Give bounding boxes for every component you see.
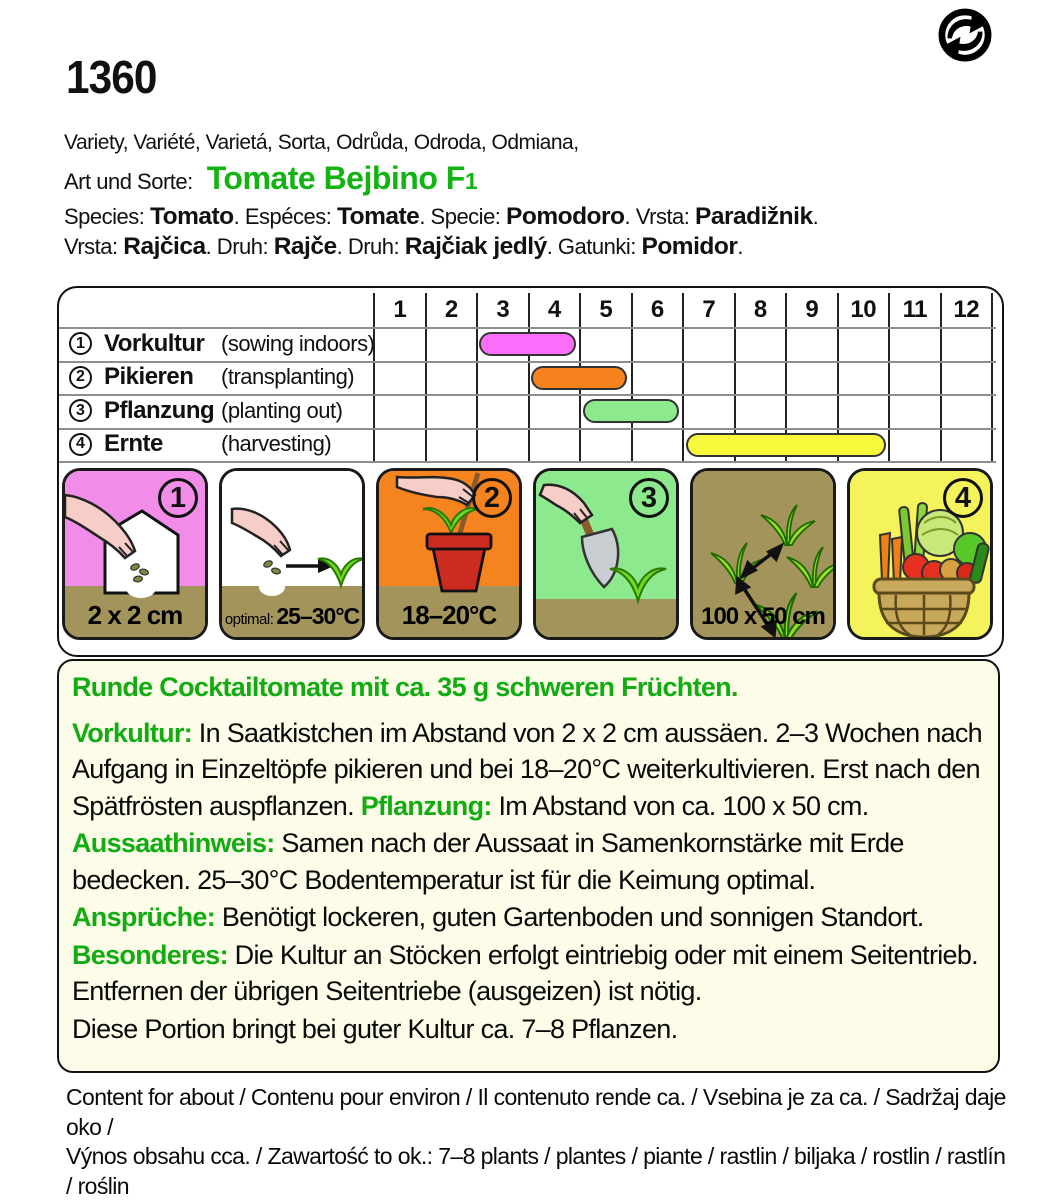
text-segment: . Druh: [336, 234, 405, 259]
footer-line-2: Výnos obsahu cca. / Zawartość to ok.: 7–8 plants / plantes / piante / rastlin / biljaka / rostlin / rastlín / roślin [66, 1143, 1006, 1199]
month-number: 9 [805, 296, 819, 323]
description-intro [72, 669, 985, 706]
panel-transplanting-pot [376, 468, 522, 640]
row-label-de: Ernte [104, 430, 163, 458]
calendar-row-ernte [69, 428, 332, 462]
month-number: 11 [902, 296, 927, 323]
text-segment: Die Kultur an Stöcken erfolgt eintriebig oder mit einem Seitentrieb. Entfernen der übrigen Seitentriebe (ausgeizen) ist nötig. [72, 939, 978, 1006]
panel-label: 100 x 50 cm [701, 603, 825, 630]
text-segment: . Espéces: [233, 204, 337, 229]
text-segment: Species: [64, 204, 150, 229]
gantt-bar-vorkultur [479, 332, 575, 356]
row-label-en: (harvesting) [221, 431, 332, 457]
panel-plant-spacing [690, 468, 836, 640]
calendar-row-pflanzung [69, 394, 343, 428]
variety-language-list: Variety, Variété, Varietá, Sorta, Odrůda, Odroda, Odmiana, [64, 131, 579, 154]
panel-label: 2 x 2 cm [87, 600, 183, 630]
culture-description-box [57, 659, 1000, 1073]
text-segment: Benötigt lockeren, guten Gartenboden und sonnigen Standort. [215, 902, 924, 932]
text-segment: Aussaathinweis: [72, 828, 275, 858]
month-number: 7 [702, 296, 716, 323]
variety-title-row [64, 160, 477, 197]
month-number: 6 [650, 296, 664, 323]
month-number: 5 [599, 296, 613, 323]
month-column [888, 293, 940, 461]
product-number: 1360 [66, 51, 157, 103]
month-number: 2 [444, 296, 458, 323]
text-segment: Vrsta: [64, 234, 124, 259]
month-number: 12 [953, 296, 980, 323]
month-column [476, 293, 528, 461]
content-footer [66, 1083, 1016, 1201]
footer-line-1: Content for about / Contenu pour environ / Il contenuto rende ca. / Vsebina je za ca. / Sadržaj daje oko / [66, 1084, 1006, 1140]
text-segment: . Druh: [205, 234, 274, 259]
species-line-2 [64, 233, 743, 261]
row-label-de: Pikieren [104, 363, 194, 391]
species-line-1 [64, 203, 818, 231]
month-column [631, 293, 683, 461]
month-grid [373, 293, 993, 461]
text-segment: . Vrsta: [624, 204, 696, 229]
row-label-en: (sowing indoors) [221, 330, 375, 356]
gantt-bar-ernte [686, 433, 886, 457]
month-number: 3 [496, 296, 510, 323]
text-segment: Ansprüche: [72, 902, 216, 932]
green-dot-recycle-icon [938, 8, 992, 62]
panel-planting-out [533, 468, 679, 640]
calendar-row-vorkultur [69, 327, 375, 361]
text-segment: Samen nach der Aussaat in Samenkornstärke mit Erde bedecken. 25–30°C Bodentemperatur ist für die Keimung optimal. [72, 828, 904, 895]
text-segment: Tomato [150, 203, 234, 230]
text-segment: . Specie: [419, 204, 507, 229]
panel-label: 18–20°C [401, 600, 497, 630]
text-segment: Paradižnik [695, 203, 813, 230]
description-vorkultur [72, 715, 985, 825]
text-segment: . Gatunki: [546, 234, 642, 259]
art-und-sorte-label: Art und Sorte: [64, 169, 193, 194]
text-segment: . [812, 204, 819, 229]
description-besonderes [72, 937, 985, 1010]
circled-number-badge: 2 [69, 366, 92, 389]
row-label-de: Pflanzung [104, 396, 215, 424]
text-segment: Rajče [273, 233, 337, 260]
month-number: 8 [753, 296, 767, 323]
row-separator [59, 361, 996, 363]
text-segment: Besonderes: [72, 939, 228, 970]
row-label-de: Vorkultur [104, 329, 205, 357]
text-segment: Runde Cocktailtomate mit ca. 35 g schweren Früchten. [72, 672, 738, 702]
step-badge: 3 [629, 478, 669, 518]
variety-name: Tomate Bejbino F1 [206, 160, 478, 196]
row-separator [59, 428, 996, 430]
month-column [940, 293, 994, 461]
circled-number-badge: 3 [69, 399, 92, 422]
month-column [373, 293, 425, 461]
description-ansprueche [72, 899, 985, 936]
circled-number-badge: 1 [69, 332, 92, 355]
text-segment: Vorkultur: [72, 717, 192, 748]
step-badge: 4 [943, 478, 983, 518]
description-aussaathinweis [72, 825, 985, 898]
gantt-bar-pflanzung [583, 399, 679, 423]
panel-harvest-basket [847, 468, 993, 640]
month-number: 4 [547, 296, 561, 323]
month-number: 10 [850, 296, 877, 323]
row-label-en: (transplanting) [221, 364, 355, 390]
panel-label: optimal: 25–30°C [224, 603, 360, 629]
optimal-label: optimal: [224, 611, 274, 628]
description-portion [72, 1011, 985, 1048]
calendar-row-pikieren [69, 361, 355, 395]
text-segment: Rajčiak jedlý [404, 233, 547, 260]
text-segment: Pomidor [641, 233, 738, 260]
sowing-calendar-box [57, 286, 1004, 657]
row-label-en: (planting out) [221, 397, 343, 423]
row-separator [59, 461, 996, 463]
panel-sowing-indoors [62, 468, 208, 640]
step-badge: 1 [158, 478, 198, 518]
step-badge: 2 [472, 478, 512, 518]
text-segment: Pomodoro [506, 203, 625, 230]
month-number: 1 [393, 296, 407, 323]
text-segment: Im Abstand von ca. 100 x 50 cm. [491, 790, 869, 821]
text-segment: In Saatkistchen im Abstand von 2 x 2 cm aussäen. 2–3 Wochen nach Aufgang in Einzeltöpfe pikieren und bei 18–20°C weiterkultivieren. Erst nach den Spätfrösten auspflanzen. [72, 717, 982, 821]
text-segment: . [737, 234, 743, 259]
panel-optimal-temperature [219, 468, 365, 640]
gantt-bar-pikieren [531, 366, 627, 390]
text-segment: Diese Portion bringt bei guter Kultur ca. 7–8 Pflanzen. [72, 1013, 678, 1044]
hybrid-f1-sub: 1 [464, 168, 478, 194]
month-column [425, 293, 477, 461]
text-segment: Rajčica [123, 233, 206, 260]
circled-number-badge: 4 [69, 433, 92, 456]
text-segment: Pflanzung: [360, 790, 492, 821]
text-segment: Tomate [337, 203, 420, 230]
